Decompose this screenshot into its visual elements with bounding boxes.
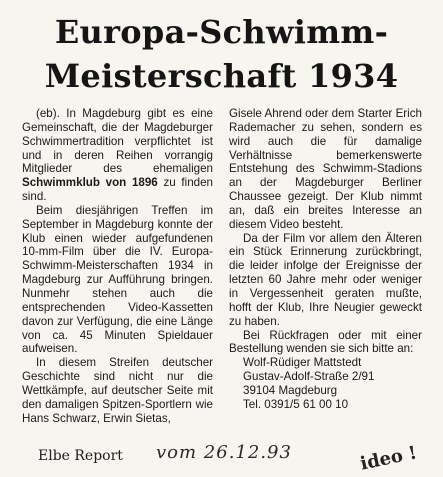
left-paragraph-1 [22, 107, 213, 204]
left-paragraph-2: Beim diesjährigen Treffen im September in Magdeburg konnte der Klub einen wieder aufgefundenen 10-mm-Film über die IV. Europa-Schwimm-Meisterschaften 1934 in Magdeburg zur Aufführung bringen. Nunmehr stehen auch die entsprechenden Video-Kassetten davon zur Verfügung, die eine Länge von ca. 45 Minuten Spieldauer aufweisen. [22, 203, 213, 356]
article-column-left [22, 107, 213, 425]
contact-address [229, 356, 422, 411]
headline-line-1: Europa-Schwimm- [54, 13, 389, 51]
left-p1-text-a: (eb). In Magdeburg gibt es eine Gemeinschaft, die der Magdeburger Schwimmertradition verpflichtet ist und in deren Reihen vorrangig Mitglieder des ehemaligen [22, 107, 213, 176]
contact-phone: Tel. 0391/5 61 00 10 [243, 397, 349, 411]
contact-street: Gustav-Adolf-Straße 2/91 [243, 370, 375, 384]
contact-city: 39104 Magdeburg [243, 383, 338, 397]
left-paragraph-3: In diesem Streifen deutscher Geschichte sind nicht nur die Wettkämpfe, auf deutscher Seite mit den damaligen Spitzen-Sportlern wie Hans Schwarz, Erwin Sietas, [22, 356, 213, 425]
right-paragraph-2: Da der Film vor allem den Älteren ein Stück Erinnerung zurückbringt, die leider infolge der Ereignisse der letzten 60 Jahre mehr oder weniger in Vergessenheit geraten mußte, hofft der Klub, Ihre Neugier geweckt zu haben. [229, 231, 422, 328]
left-p1-text-b: zu finden sind. [22, 176, 213, 204]
right-paragraph-3: Bei Rückfragen oder mit einer Bestellung wenden sie sich bitte an: [229, 328, 422, 356]
corner-stamp: ideo ! [358, 442, 419, 475]
right-paragraph-1: Gisele Ahrend oder dem Starter Erich Rademacher zu sehen, sondern es wird auch die für damalige Verhältnisse bemerkenswerte Entstehung des Schwimm-Stadions an der Magdeburger Berliner Chaussee gezeigt. Der Klub nimmt an, daß ein breites Interesse an diesem Video besteht. [229, 107, 422, 231]
handwritten-date: vom 26.12.93 [156, 442, 292, 463]
headline-line-2: Meisterschaft 1934 [44, 57, 399, 95]
article-column-right [229, 107, 422, 412]
contact-name: Wolf-Rüdiger Mattstedt [243, 356, 362, 370]
club-name-bold: Schwimmklub von 1896 [22, 176, 158, 190]
publication-name: Elbe Report [38, 448, 123, 464]
